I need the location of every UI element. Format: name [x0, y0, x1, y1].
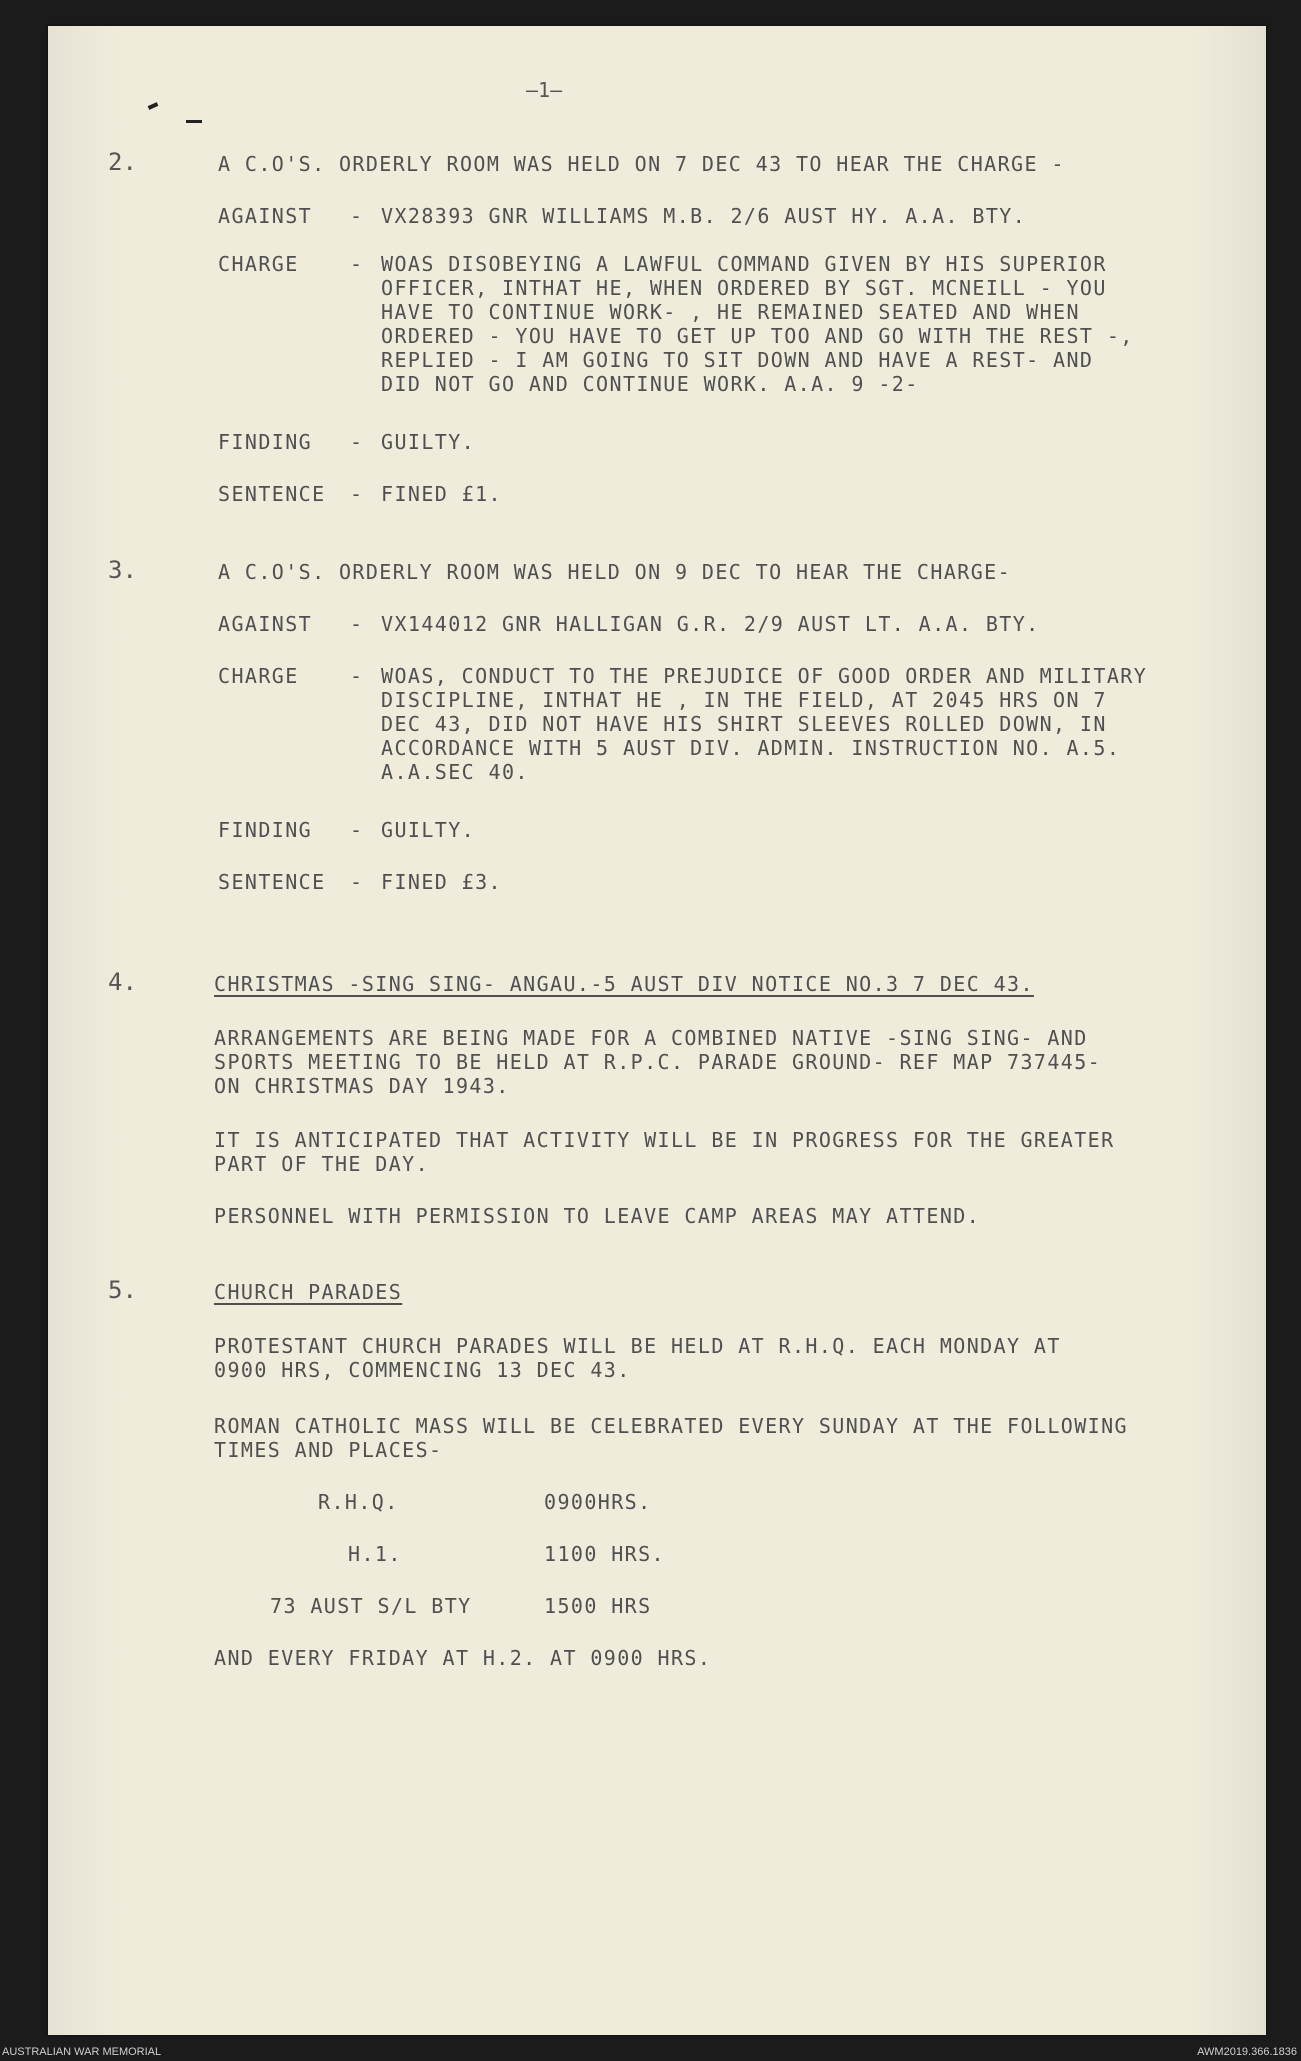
finding-label: FINDING [218, 430, 313, 454]
against-label: AGAINST [218, 204, 313, 228]
charge-line: REPLIED - I AM GOING TO SIT DOWN AND HAVE A REST- AND [381, 348, 1094, 372]
charge-label: CHARGE [218, 664, 299, 688]
charge-line: A.A.SEC 40. [381, 760, 529, 784]
charge-line: DEC 43, DID NOT HAVE HIS SHIRT SLEEVES ROLLED DOWN, IN [381, 712, 1107, 736]
paragraph-line: ON CHRISTMAS DAY 1943. [214, 1074, 510, 1098]
sentence-label: SENTENCE [218, 870, 326, 894]
charge-label: CHARGE [218, 252, 299, 276]
footer-credit: AUSTRALIAN WAR MEMORIAL [2, 2046, 162, 2058]
schedule-time: 1100 HRS. [544, 1542, 665, 1566]
item-number: 3. [108, 556, 137, 584]
item-number: 5. [108, 1276, 137, 1304]
paragraph-line: TIMES AND PLACES- [214, 1438, 443, 1462]
item-number: 4. [108, 968, 137, 996]
paragraph-line: ARRANGEMENTS ARE BEING MADE FOR A COMBINED NATIVE -SING SING- AND [214, 1026, 1088, 1050]
charge-line: DISCIPLINE, INTHAT HE , IN THE FIELD, AT 2045 HRS ON 7 [381, 688, 1107, 712]
dash: - [350, 430, 363, 454]
finding-value: GUILTY. [381, 430, 476, 454]
dash: - [350, 204, 363, 228]
item-number: 2. [108, 148, 137, 176]
footer-id: AWM2019.366.1836 [1197, 2046, 1297, 2058]
schedule-time: 0900HRS. [544, 1490, 652, 1514]
against-value: VX28393 GNR WILLIAMS M.B. 2/6 AUST HY. A.A. BTY. [381, 204, 1027, 228]
charge-line: HAVE TO CONTINUE WORK- , HE REMAINED SEATED AND WHEN [381, 300, 1080, 324]
item-heading: CHRISTMAS -SING SING- ANGAU.-5 AUST DIV NOTICE NO.3 7 DEC 43. [214, 972, 1034, 996]
against-label: AGAINST [218, 612, 313, 636]
sentence-value: FINED £1. [381, 482, 502, 506]
dash: - [350, 612, 363, 636]
charge-line: ACCORDANCE WITH 5 AUST DIV. ADMIN. INSTRUCTION NO. A.5. [381, 736, 1121, 760]
against-value: VX144012 GNR HALLIGAN G.R. 2/9 AUST LT. A.A. BTY. [381, 612, 1040, 636]
item-heading: A C.O'S. ORDERLY ROOM WAS HELD ON 7 DEC 43 TO HEAR THE CHARGE - [218, 152, 1065, 176]
schedule-place: 73 AUST S/L BTY [270, 1594, 472, 1618]
page-marker: —1— [526, 78, 563, 102]
dash: - [350, 664, 363, 688]
charge-line: ORDERED - YOU HAVE TO GET UP TOO AND GO WITH THE REST -, [381, 324, 1134, 348]
paragraph-line: PROTESTANT CHURCH PARADES WILL BE HELD AT R.H.Q. EACH MONDAY AT [214, 1334, 1061, 1358]
dash: - [350, 252, 363, 276]
charge-line: OFFICER, INTHAT HE, WHEN ORDERED BY SGT. MCNEILL - YOU [381, 276, 1107, 300]
dash: - [350, 818, 363, 842]
item-heading: CHURCH PARADES [214, 1280, 403, 1304]
charge-line: WOAS DISOBEYING A LAWFUL COMMAND GIVEN BY HIS SUPERIOR [381, 252, 1107, 276]
document-page [48, 26, 1266, 2035]
schedule-time: 1500 HRS [544, 1594, 652, 1618]
sentence-label: SENTENCE [218, 482, 326, 506]
schedule-place: R.H.Q. [318, 1490, 399, 1514]
charge-line: WOAS, CONDUCT TO THE PREJUDICE OF GOOD ORDER AND MILITARY [381, 664, 1148, 688]
paragraph-line: PERSONNEL WITH PERMISSION TO LEAVE CAMP AREAS MAY ATTEND. [214, 1204, 981, 1228]
pen-mark [148, 102, 159, 110]
charge-line: DID NOT GO AND CONTINUE WORK. A.A. 9 -2- [381, 372, 919, 396]
pen-mark [186, 120, 202, 123]
sentence-value: FINED £3. [381, 870, 502, 894]
paragraph-line: PART OF THE DAY. [214, 1152, 430, 1176]
item-heading: A C.O'S. ORDERLY ROOM WAS HELD ON 9 DEC TO HEAR THE CHARGE- [218, 560, 1012, 584]
schedule-place: H.1. [348, 1542, 402, 1566]
paragraph-line: IT IS ANTICIPATED THAT ACTIVITY WILL BE IN PROGRESS FOR THE GREATER [214, 1128, 1115, 1152]
paragraph-line: 0900 HRS, COMMENCING 13 DEC 43. [214, 1358, 631, 1382]
dash: - [350, 482, 363, 506]
finding-value: GUILTY. [381, 818, 476, 842]
paragraph-line: SPORTS MEETING TO BE HELD AT R.P.C. PARADE GROUND- REF MAP 737445- [214, 1050, 1102, 1074]
finding-label: FINDING [218, 818, 313, 842]
paragraph-line: AND EVERY FRIDAY AT H.2. AT 0900 HRS. [214, 1646, 712, 1670]
dash: - [350, 870, 363, 894]
paragraph-line: ROMAN CATHOLIC MASS WILL BE CELEBRATED EVERY SUNDAY AT THE FOLLOWING [214, 1414, 1128, 1438]
